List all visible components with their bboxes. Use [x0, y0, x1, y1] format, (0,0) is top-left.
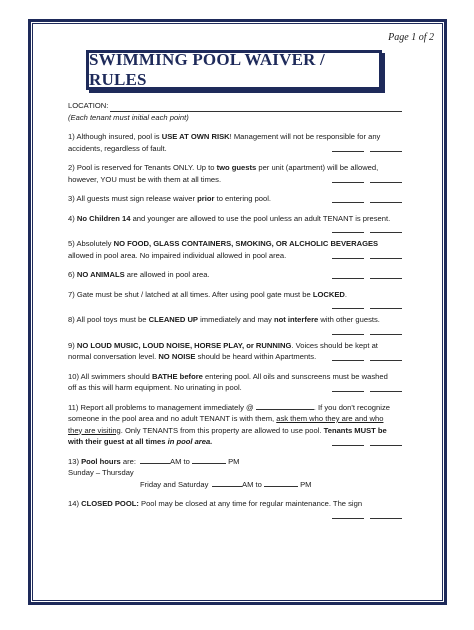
- initial-fields[interactable]: [332, 308, 402, 309]
- rule-text: . Voices should be kept at normal conversation level.: [68, 340, 378, 361]
- rule-text: 13): [68, 456, 82, 466]
- initial-fields[interactable]: [332, 334, 402, 335]
- rule-emphasis: Tenants MUST be with their guest at all times: [68, 425, 387, 446]
- rule-11: [68, 402, 398, 448]
- initial-fields[interactable]: [332, 182, 402, 183]
- rule-text: 10) All swimmers should: [68, 371, 152, 381]
- rule-text: are: Sunday – Thursday: [68, 456, 136, 477]
- rule-text: 1) Although insured, pool is: [68, 132, 162, 141]
- rule-5: [68, 238, 398, 261]
- rule-emphasis: in pool area.: [167, 437, 213, 446]
- sun-thu-close-field[interactable]: [192, 463, 226, 464]
- rule-text: . If you don't recognize someone in the pool area and no adult TENANT is with them,: [68, 402, 390, 423]
- rule-14: [68, 498, 398, 510]
- rule-emphasis: NO NOISE: [158, 352, 196, 361]
- rule-text: 11) Report all problems to management immediately @: [68, 402, 256, 412]
- page-number: Page 1 of 2: [388, 32, 434, 43]
- rule-emphasis: CLOSED POOL:: [81, 499, 139, 508]
- rule-6: [68, 269, 398, 281]
- rule-text: per unit (apartment) will be allowed, however, YOU must be with them at all times.: [68, 163, 379, 184]
- rule-2: [68, 162, 398, 185]
- initial-fields[interactable]: [332, 202, 402, 203]
- rule-9: [68, 340, 398, 363]
- initial-fields[interactable]: [332, 391, 402, 392]
- location-line: [68, 100, 398, 112]
- rule-emphasis: NO LOUD MUSIC, LOUD NOISE, HORSE PLAY, or RUNNING: [76, 340, 292, 350]
- rule-text: . Only TENANTS from this property are allowed to use pool.: [120, 425, 324, 435]
- rule-3: [68, 193, 398, 205]
- rule-13: [68, 456, 398, 491]
- rule-emphasis: BATHE before: [151, 371, 203, 381]
- title-box: [86, 50, 382, 90]
- rule-text: should be heard within Apartments.: [195, 352, 317, 361]
- rule-text: 6): [68, 270, 77, 279]
- rule-text: 8) All pool toys must be: [68, 315, 149, 324]
- rule-emphasis: prior: [197, 194, 215, 203]
- sun-thu-open-field[interactable]: [140, 463, 170, 464]
- initial-fields[interactable]: [332, 151, 402, 152]
- initial-fields[interactable]: [332, 360, 402, 361]
- rule-text: 14): [68, 499, 82, 508]
- initial-note: (Each tenant must initial each point): [68, 112, 189, 122]
- rule-emphasis: two guests: [216, 163, 257, 172]
- initial-fields[interactable]: [332, 278, 402, 279]
- rule-10: [68, 371, 398, 394]
- rule-text: PM: [300, 479, 312, 489]
- initial-fields[interactable]: [332, 518, 402, 519]
- rule-emphasis: not interfere: [273, 315, 319, 324]
- rule-emphasis: Pool hours: [81, 456, 121, 466]
- rule-text: immediately and may: [198, 315, 274, 324]
- rule-emphasis: NO FOOD, GLASS CONTAINERS, SMOKING, OR ALCHOLIC BEVERAGES: [113, 239, 379, 248]
- rule-8: [68, 314, 398, 326]
- rule-text: 3) All guests must sign release waiver: [68, 194, 198, 203]
- rule-emphasis: CLEANED UP: [148, 315, 198, 324]
- location-field[interactable]: [110, 103, 402, 112]
- rule-text: 4): [68, 213, 77, 223]
- rule-text: AM to: [170, 456, 192, 466]
- rule-text: are allowed in pool area.: [124, 270, 210, 279]
- rule-text: allowed in pool area. No impaired individual allowed in pool area.: [68, 250, 287, 260]
- rule-text: to entering pool.: [214, 194, 272, 203]
- rule-emphasis: USE AT OWN RISK: [161, 132, 230, 141]
- rule-text: 2) Pool is reserved for Tenants ONLY. Up to: [68, 163, 217, 172]
- rule-text: PM: [228, 456, 240, 466]
- phone-field[interactable]: [256, 409, 314, 410]
- rule-text: 5) Absolutely: [68, 239, 114, 248]
- fri-sat-open-field[interactable]: [212, 486, 242, 487]
- rule-emphasis: LOCKED: [312, 289, 345, 299]
- rule-text: Friday and Saturday: [140, 479, 209, 489]
- rule-1: [68, 131, 398, 154]
- rule-text: AM to: [242, 479, 264, 489]
- initial-fields[interactable]: [332, 445, 402, 446]
- rule-4: [68, 213, 398, 225]
- rule-text: entering pool. All oils and sunscreens must be washed off as this will harm equipment. No urinating in pool.: [68, 371, 388, 392]
- rule-7: [68, 289, 398, 301]
- rule-underlined: ask them who they are and who they are visiting: [68, 414, 384, 435]
- initial-fields[interactable]: [332, 232, 402, 233]
- rule-text: with other guests.: [318, 315, 380, 324]
- rule-text: 9): [68, 340, 77, 350]
- page-title: SWIMMING POOL WAIVER / RULES: [89, 50, 325, 89]
- rule-emphasis: No Children 14: [76, 213, 131, 223]
- rule-text: Pool may be closed at any time for regular maintenance. The sign: [138, 499, 363, 508]
- fri-sat-close-field[interactable]: [264, 486, 298, 487]
- rule-text: .: [344, 289, 348, 299]
- waiver-content: [68, 100, 398, 510]
- initial-fields[interactable]: [332, 258, 402, 259]
- location-label: LOCATION:: [68, 101, 109, 110]
- rule-text: and younger are allowed to use the pool unless an adult TENANT is present.: [130, 213, 391, 223]
- rule-emphasis: NO ANIMALS: [76, 270, 125, 279]
- rule-text: ! Management will not be responsible for any accidents, regardless of fault.: [68, 132, 381, 153]
- rule-text: 7) Gate must be shut / latched at all times. After using pool gate must be: [68, 289, 313, 299]
